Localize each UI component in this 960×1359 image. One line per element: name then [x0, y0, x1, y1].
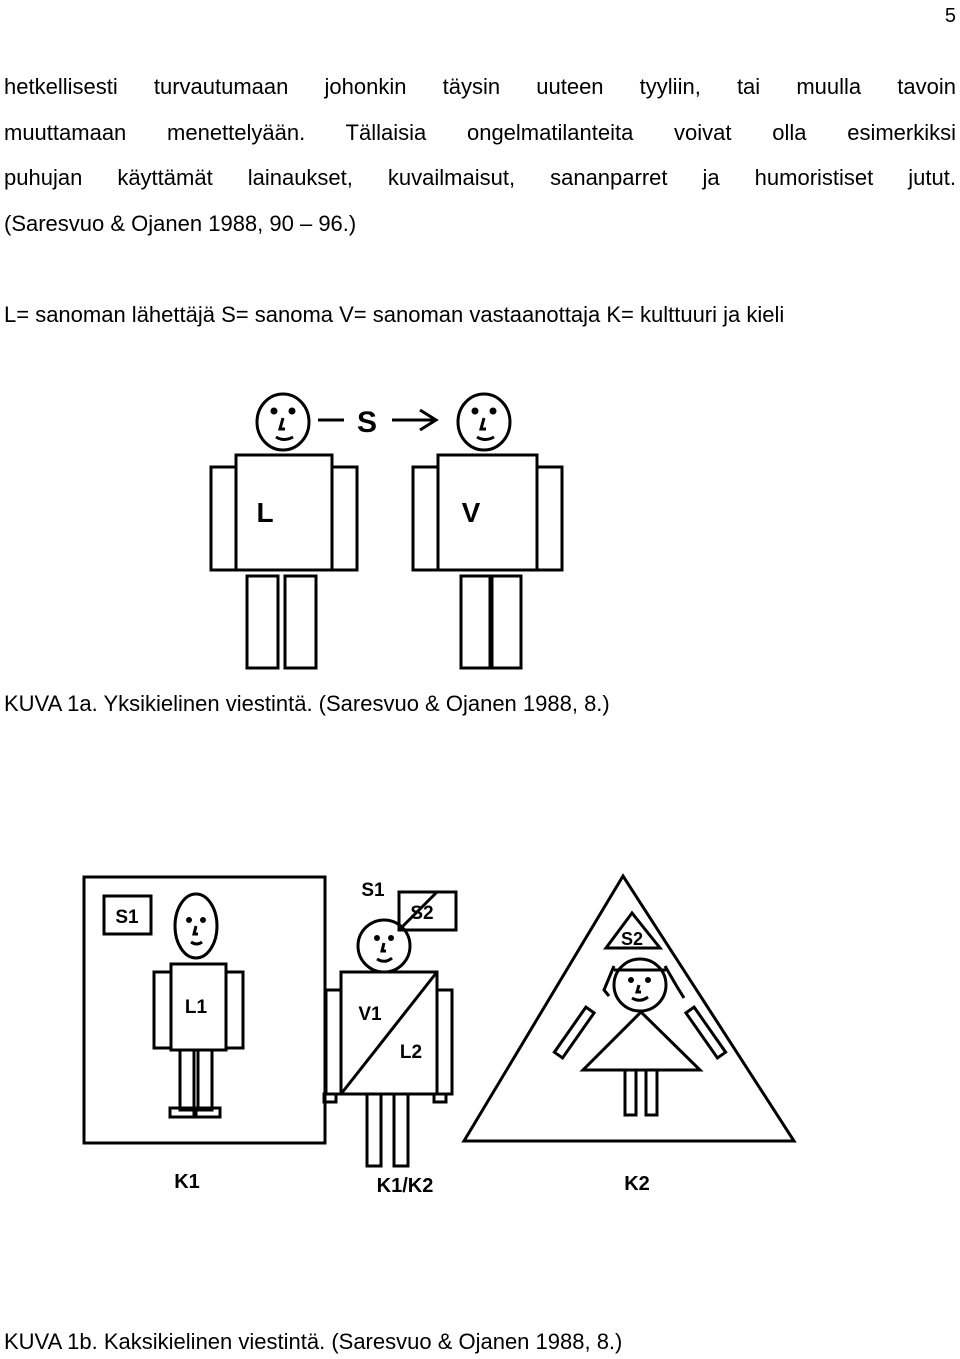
k2-message-label: S2 [620, 929, 644, 949]
k2-person-leg-left [625, 1070, 636, 1115]
bilingual-person-arm-right [437, 990, 452, 1094]
bilingual-person-mouth [377, 958, 392, 961]
k2-person-head [614, 959, 666, 1011]
k1-person-nose [194, 926, 198, 934]
bilingual-culture-label: K1/K2 [376, 1175, 434, 1197]
page-number: 5 [944, 5, 956, 27]
k2-person-nose [637, 985, 641, 992]
k1-person-eye [202, 919, 205, 922]
symbol-legend: L= sanoman lähettäjä S= sanoma V= sanoman vastaanottaja K= kulttuuri ja kieli [4, 302, 785, 327]
k1-person-mouth [191, 942, 202, 944]
k2-person-dress [583, 1012, 700, 1070]
paragraph-line: puhujan käyttämät lainaukset, kuvailmaisut, sananparret ja humoristiset jutut. [4, 165, 956, 190]
bilingual-body-lower-label: L2 [399, 1042, 423, 1063]
k2-person-eye [630, 979, 633, 982]
k2-person-arm-right [686, 1007, 726, 1058]
k1-culture-label: K1 [174, 1171, 200, 1193]
paragraph-line: hetkellisesti turvautumaan johonkin täysin uuteen tyyliin, tai muulla tavoin [4, 74, 956, 99]
k1-person-foot-left [170, 1108, 194, 1117]
bilingual-person-body-diagonal [341, 972, 437, 1094]
message-label: S [356, 406, 378, 439]
k2-person-leg-right [646, 1070, 657, 1115]
bilingual-person-leg-right [394, 1094, 408, 1166]
sender-label: L [256, 497, 274, 528]
k2-person-arm-left [554, 1007, 594, 1058]
k1-person-arm-left [154, 972, 171, 1048]
bilingual-person-arm-left [326, 990, 341, 1094]
k1-person-arm-right [226, 972, 243, 1048]
bilingual-body-upper-label: V1 [358, 1004, 382, 1025]
receiver-label: V [461, 497, 481, 528]
bilingual-person-hand-right [434, 1094, 446, 1102]
bilingual-person-eye [390, 937, 393, 940]
k1-body-label: L1 [184, 997, 208, 1018]
bilingual-person-eye [376, 937, 379, 940]
figure-1b-caption: KUVA 1b. Kaksikielinen viestintä. (Saresvuo & Ojanen 1988, 8.) [4, 1329, 623, 1354]
k1-person-leg-right [198, 1050, 212, 1110]
k1-person-eye [188, 919, 191, 922]
bilingual-message-2-label: S2 [410, 903, 434, 924]
k2-person-eye [647, 979, 650, 982]
bilingual-person-nose [382, 943, 386, 951]
k2-culture-label: K2 [624, 1173, 650, 1195]
bilingual-person-leg-left [367, 1094, 381, 1166]
k2-person-mouth [632, 997, 648, 1000]
bilingual-message-1-label: S1 [361, 880, 385, 901]
k1-message-label: S1 [115, 907, 139, 928]
paragraph-line: muuttamaan menettelyään. Tällaisia ongelmatilanteita voivat olla esimerkiksi [4, 119, 956, 145]
k1-person-foot-right [196, 1108, 220, 1117]
k1-person-leg-left [180, 1050, 194, 1110]
figure-1a-caption: KUVA 1a. Yksikielinen viestintä. (Saresvuo & Ojanen 1988, 8.) [4, 691, 610, 716]
paragraph-line: (Saresvuo & Ojanen 1988, 90 – 96.) [4, 210, 357, 236]
